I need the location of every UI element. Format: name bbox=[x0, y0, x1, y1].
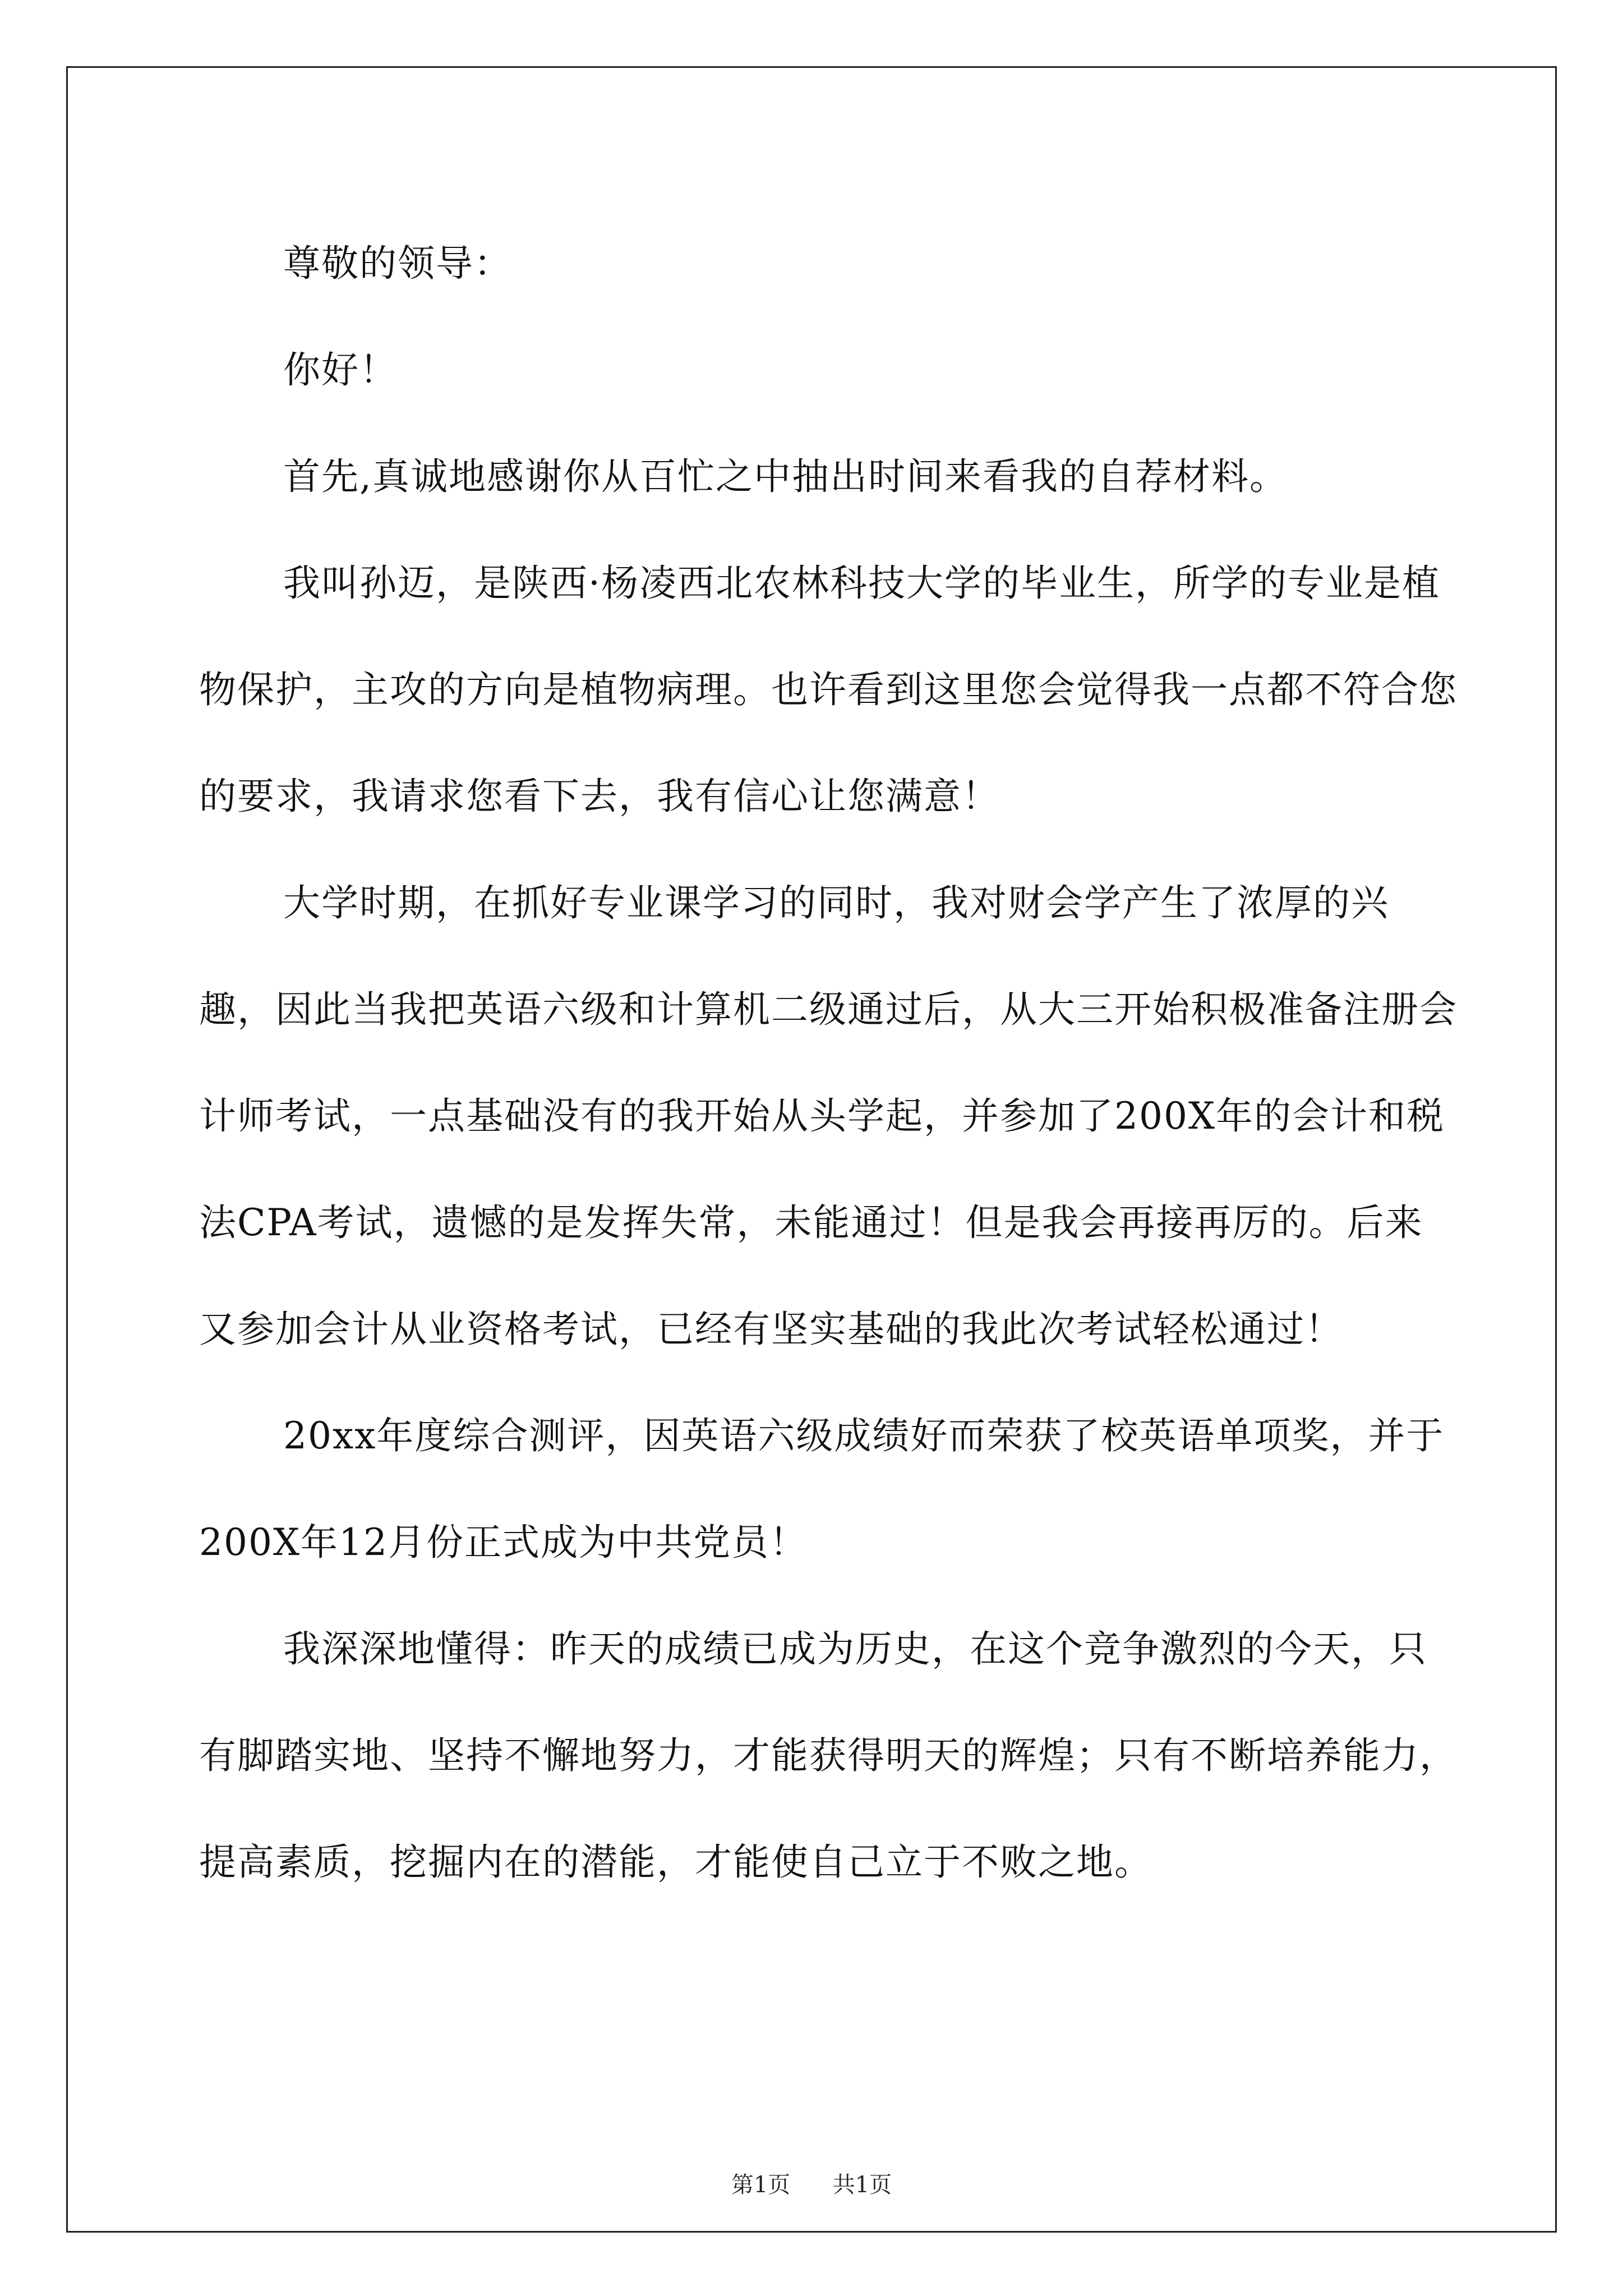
page-number-total: 共1页 bbox=[832, 2172, 892, 2198]
paragraph: 大学时期，在抓好专业课学习的同时，我对财会学产生了浓厚的兴趣，因此当我把英语六级和计算机二级通过后，从大三开始积极准备注册会计师考试，一点基础没有的我开始从头学起，并参加了200X年的会计和税法CPA考试，遗憾的是发挥失常，未能通过！但是我会再接再厉的。后来又参加会计从业资格考试，已经有坚实基础的我此次考试轻松通过！ bbox=[199, 881, 1458, 1351]
paragraph: 我叫孙迈，是陕西·杨凌西北农林科技大学的毕业生，所学的专业是植物保护，主攻的方向是植物病理。也许看到这里您会觉得我一点都不符合您的要求，我请求您看下去，我有信心让您满意！ bbox=[199, 562, 1458, 818]
page-number-current: 第1页 bbox=[731, 2172, 791, 2198]
paragraph: 首先,真诚地感谢你从百忙之中抽出时间来看我的自荐材料。 bbox=[283, 455, 1288, 498]
paragraph: 我深深地懂得：昨天的成绩已成为历史，在这个竞争激烈的今天，只有脚踏实地、坚持不懈地努力，才能获得明天的辉煌；只有不断培养能力，提高素质，挖掘内在的潜能，才能使自己立于不败之地。 bbox=[199, 1627, 1458, 1884]
letter-body bbox=[199, 210, 1461, 1916]
page-footer bbox=[0, 2171, 1623, 2199]
letter-hello: 你好！ bbox=[283, 348, 398, 392]
letter-greeting: 尊敬的领导： bbox=[283, 242, 512, 285]
paragraph: 20xx年度综合测评，因英语六级成绩好而荣获了校英语单项奖，并于200X年12月份正式成为中共党员！ bbox=[199, 1414, 1445, 1564]
